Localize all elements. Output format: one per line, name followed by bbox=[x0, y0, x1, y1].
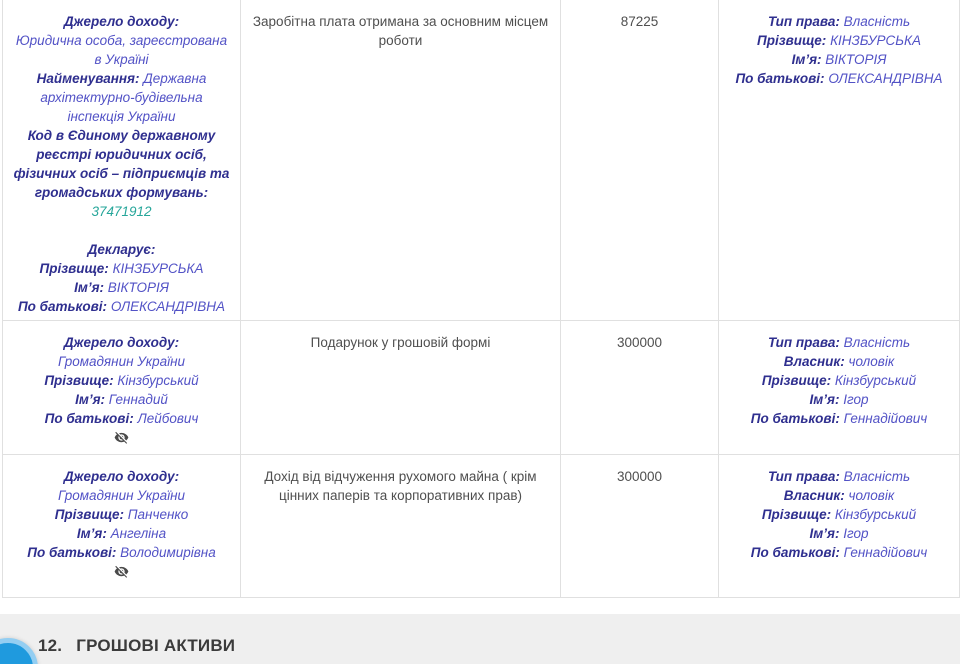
field-line bbox=[729, 12, 949, 31]
field-label: Прізвище: bbox=[44, 373, 114, 388]
field-label: Джерело доходу: bbox=[63, 335, 180, 350]
income-source-cell bbox=[3, 0, 241, 321]
field-line bbox=[13, 390, 230, 409]
field-value: Кінзбурський bbox=[831, 507, 917, 522]
field-label: Прізвище: bbox=[761, 373, 832, 388]
field-line bbox=[729, 505, 949, 524]
field-label: Ім’я: bbox=[74, 280, 105, 295]
field-label: Прізвище: bbox=[761, 507, 832, 522]
income-table bbox=[2, 0, 960, 598]
field-line bbox=[729, 409, 949, 428]
income-amount-cell bbox=[561, 455, 719, 598]
field-value: чоловік bbox=[844, 354, 895, 369]
income-description: Подарунок у грошовій формі bbox=[310, 335, 491, 350]
section-number: 12. bbox=[38, 636, 63, 655]
field-value: Власність bbox=[839, 14, 911, 29]
income-source-cell bbox=[3, 455, 241, 598]
field-value: Геннадійович bbox=[839, 545, 928, 560]
field-value: Панченко bbox=[124, 507, 189, 522]
rights-cell bbox=[719, 0, 959, 321]
field-value: Власність bbox=[839, 469, 911, 484]
field-line bbox=[13, 333, 230, 352]
field-label: Прізвище: bbox=[757, 33, 827, 48]
field-value: КІНЗБУРСЬКА bbox=[826, 33, 921, 48]
field-line bbox=[729, 524, 949, 543]
field-value: Юридична особа, зареєстрована в Україні bbox=[15, 33, 228, 67]
field-label: Власник: bbox=[783, 488, 845, 503]
field-line bbox=[729, 69, 949, 88]
field-label: Код в Єдиному державному реєстрі юридичних осіб, фізичних осіб – підприємців та громадських формувань: bbox=[13, 128, 230, 200]
field-value: ВІКТОРІЯ bbox=[104, 280, 169, 295]
field-value: Ангеліна bbox=[106, 526, 167, 541]
field-line bbox=[729, 333, 949, 352]
income-amount-cell bbox=[561, 321, 719, 455]
eye-off-icon[interactable] bbox=[114, 564, 129, 579]
field-label: Декларує: bbox=[87, 242, 156, 257]
field-line bbox=[13, 543, 230, 562]
field-value: КІНЗБУРСЬКА bbox=[108, 261, 204, 276]
field-line bbox=[13, 126, 230, 202]
field-line bbox=[729, 543, 949, 562]
section-title: ГРОШОВІ АКТИВИ bbox=[76, 636, 236, 655]
field-value: Лейбович bbox=[133, 411, 199, 426]
field-label: Власник: bbox=[783, 354, 845, 369]
field-line bbox=[13, 278, 230, 297]
field-value: Володимирівна bbox=[116, 545, 216, 560]
field-line bbox=[13, 486, 230, 505]
income-description-cell bbox=[241, 0, 561, 321]
field-label: По батькові: bbox=[750, 545, 840, 560]
field-label: Прізвище: bbox=[54, 507, 124, 522]
field-value: Кінзбурський bbox=[113, 373, 199, 388]
registry-code: 37471912 bbox=[91, 204, 152, 219]
section-12-header bbox=[0, 614, 960, 664]
field-line bbox=[13, 240, 230, 259]
field-label: Тип права: bbox=[767, 14, 840, 29]
field-label: Ім’я: bbox=[791, 52, 822, 67]
field-line bbox=[729, 371, 949, 390]
field-label: Джерело доходу: bbox=[63, 469, 180, 484]
field-value: ОЛЕКСАНДРІВНА bbox=[824, 71, 943, 86]
field-value: ОЛЕКСАНДРІВНА bbox=[107, 299, 226, 314]
field-label: Найменування: bbox=[36, 71, 140, 86]
field-value: Громадянин України bbox=[57, 488, 186, 503]
field-line bbox=[13, 524, 230, 543]
field-line bbox=[13, 31, 230, 69]
field-line bbox=[729, 50, 949, 69]
field-label: Ім’я: bbox=[809, 392, 840, 407]
field-value: Кінзбурський bbox=[831, 373, 917, 388]
field-line bbox=[13, 297, 230, 316]
field-label: Джерело доходу: bbox=[63, 14, 180, 29]
field-value: Державна архітектурно-будівельна інспекція України bbox=[40, 71, 207, 124]
field-label: По батькові: bbox=[27, 545, 117, 560]
field-label: Тип права: bbox=[767, 335, 840, 350]
field-line bbox=[729, 390, 949, 409]
field-label: Ім’я: bbox=[75, 392, 106, 407]
income-amount: 300000 bbox=[616, 335, 663, 350]
field-line bbox=[13, 69, 230, 126]
field-value: Ігор bbox=[839, 392, 869, 407]
income-amount: 87225 bbox=[620, 14, 659, 29]
field-line bbox=[13, 467, 230, 486]
income-source-cell bbox=[3, 321, 241, 455]
field-line bbox=[729, 31, 949, 50]
rights-cell bbox=[719, 321, 959, 455]
field-line bbox=[729, 467, 949, 486]
field-label: Прізвище: bbox=[39, 261, 109, 276]
income-amount-cell bbox=[561, 0, 719, 321]
field-label: Ім’я: bbox=[76, 526, 107, 541]
field-value: Геннадий bbox=[105, 392, 168, 407]
field-label: Тип права: bbox=[767, 469, 840, 484]
income-amount: 300000 bbox=[616, 469, 663, 484]
field-label: По батькові: bbox=[735, 71, 825, 86]
field-line bbox=[13, 371, 230, 390]
field-value: Власність bbox=[839, 335, 911, 350]
field-label: По батькові: bbox=[44, 411, 134, 426]
field-line bbox=[729, 486, 949, 505]
field-value: чоловік bbox=[844, 488, 895, 503]
field-label: По батькові: bbox=[750, 411, 840, 426]
income-description-cell bbox=[241, 455, 561, 598]
field-value: ВІКТОРІЯ bbox=[821, 52, 887, 67]
field-line bbox=[13, 352, 230, 371]
income-description-cell bbox=[241, 321, 561, 455]
field-line bbox=[13, 12, 230, 31]
income-description: Дохід від відчуження рухомого майна ( крім цінних паперів та корпоративних прав) bbox=[264, 469, 537, 503]
eye-off-icon[interactable] bbox=[114, 430, 129, 445]
field-value: Ігор bbox=[839, 526, 869, 541]
field-line bbox=[13, 259, 230, 278]
field-line bbox=[13, 505, 230, 524]
field-value: Геннадійович bbox=[839, 411, 928, 426]
field-line bbox=[729, 352, 949, 371]
field-line bbox=[13, 409, 230, 428]
field-label: По батькові: bbox=[17, 299, 108, 314]
registry-code-line bbox=[13, 202, 230, 221]
field-value: Громадянин України bbox=[57, 354, 186, 369]
income-description: Заробітна плата отримана за основним місцем роботи bbox=[252, 14, 549, 48]
field-label: Ім’я: bbox=[809, 526, 840, 541]
rights-cell bbox=[719, 455, 959, 598]
